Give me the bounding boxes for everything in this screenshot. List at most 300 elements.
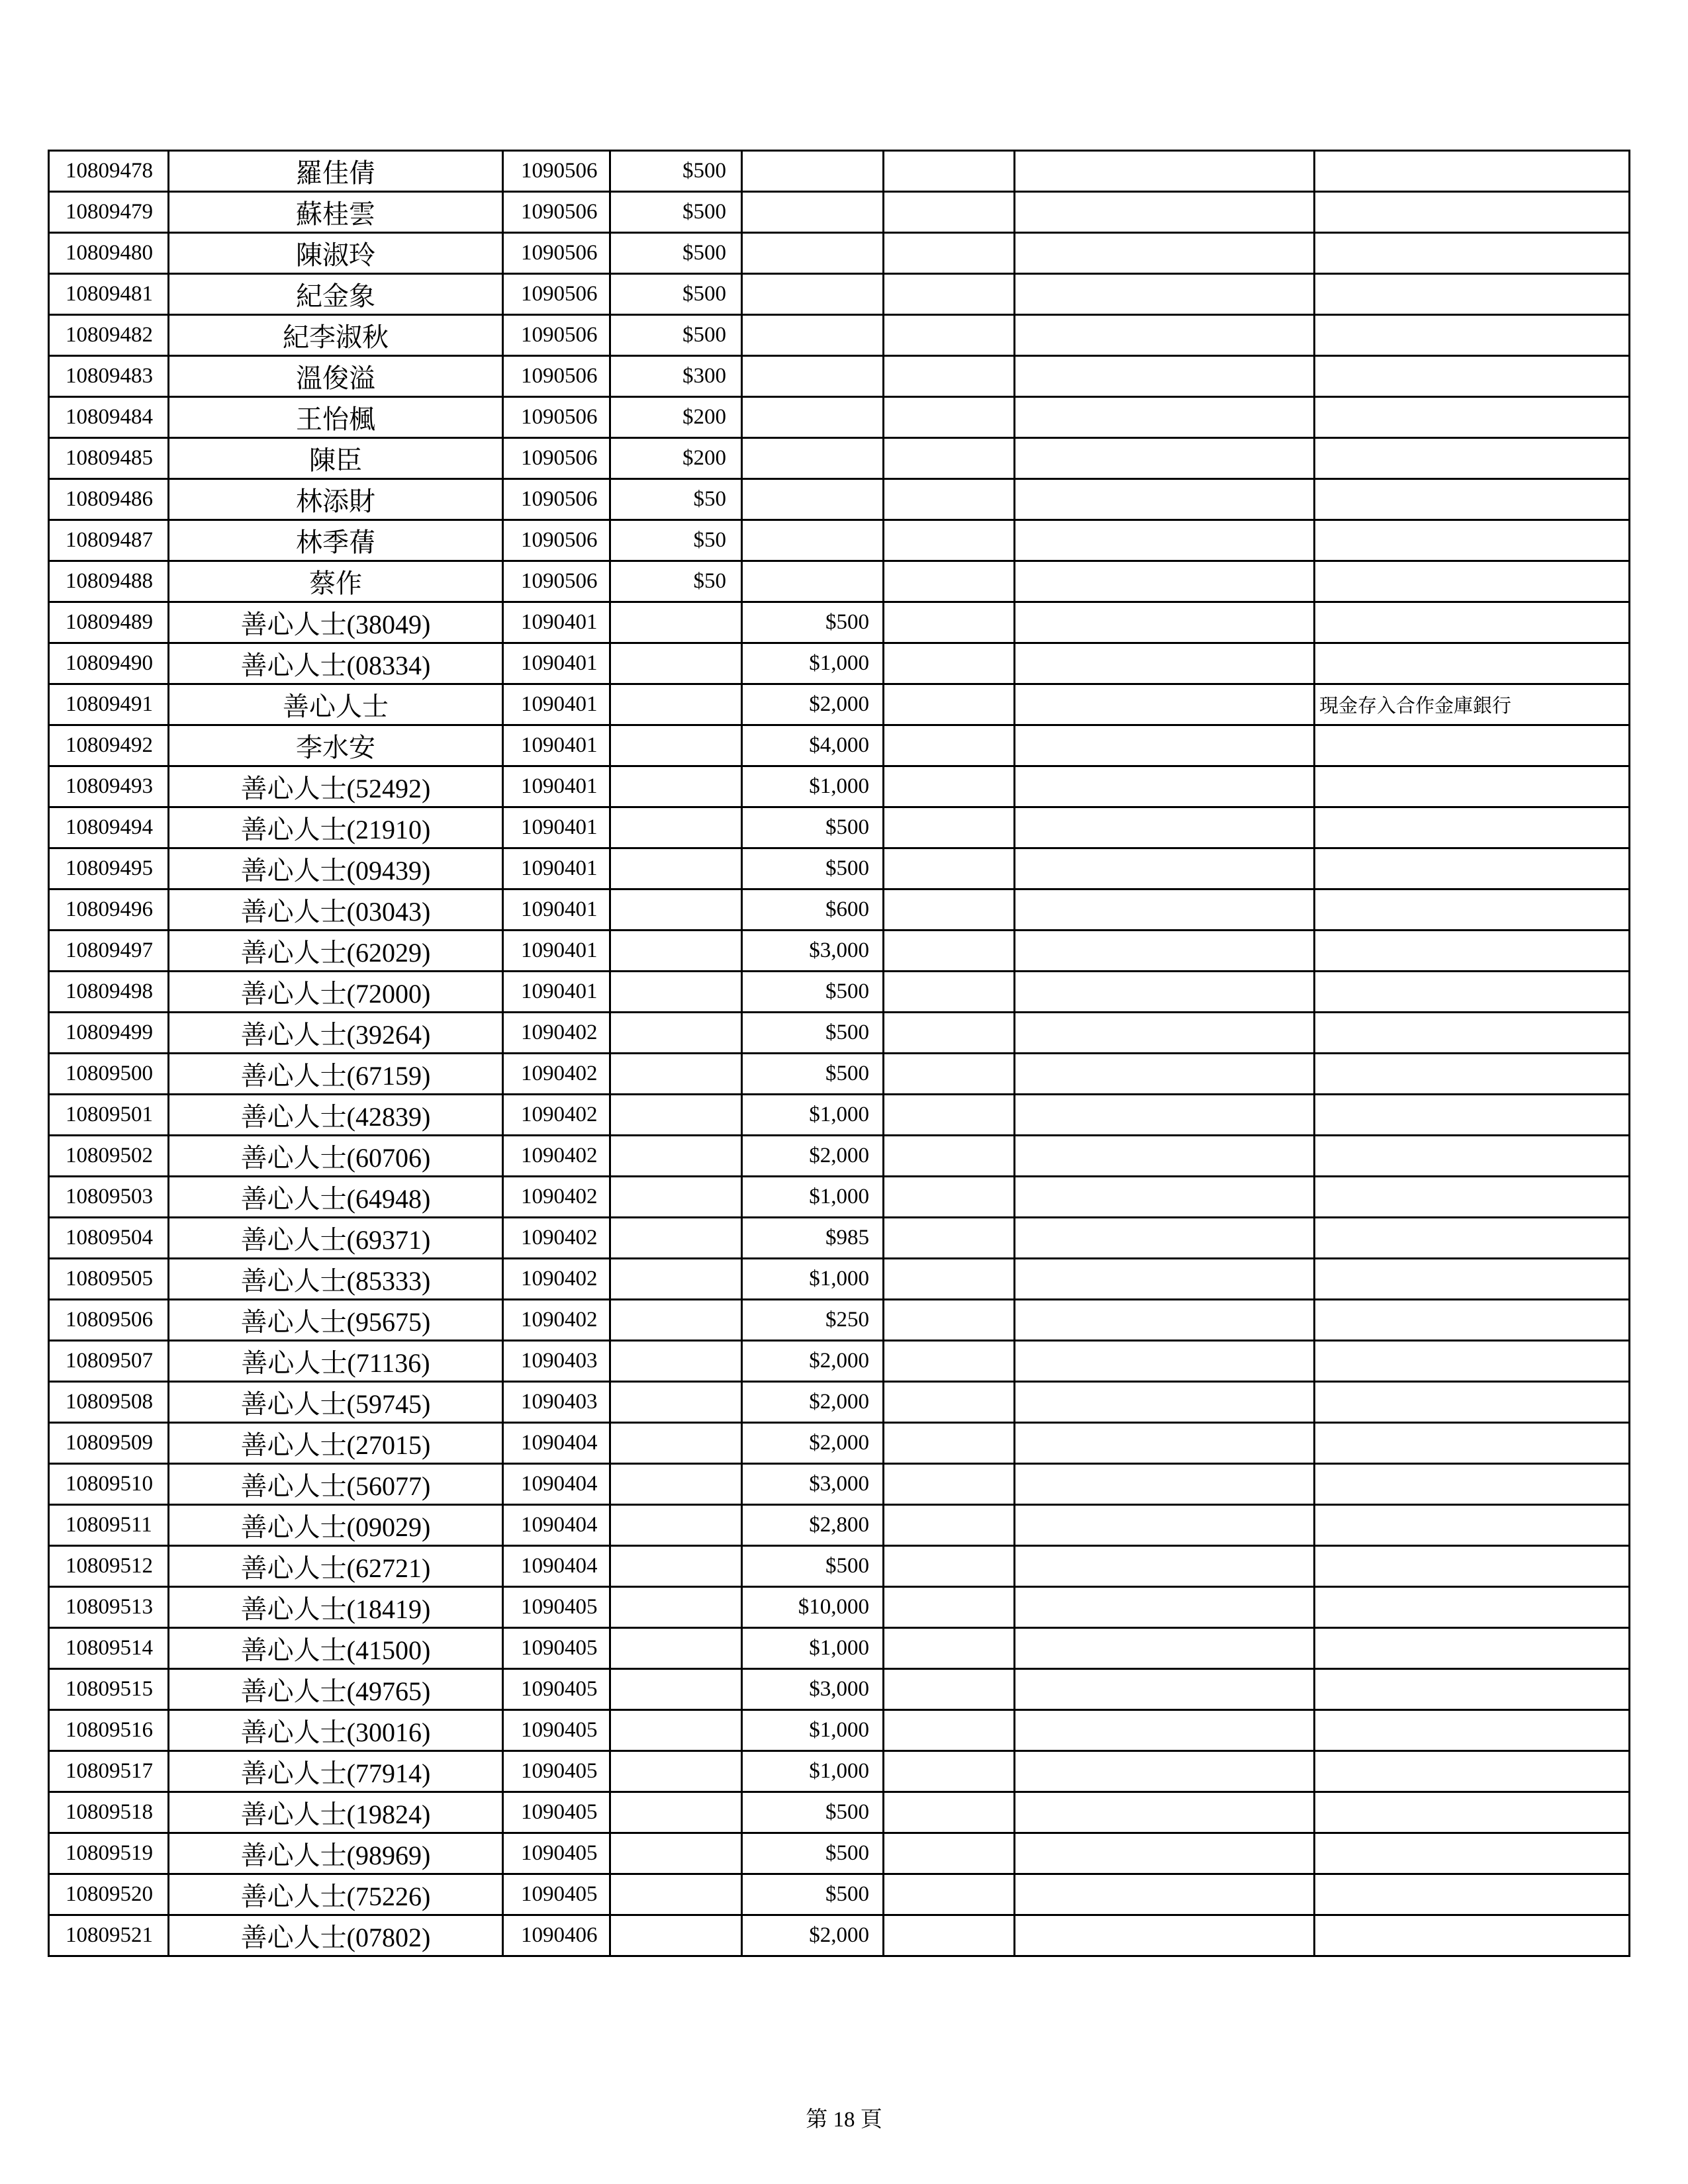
empty-cell (884, 1505, 1015, 1546)
amount-cell-secondary: $1,000 (742, 1177, 884, 1218)
amount-cell (610, 1751, 742, 1792)
amount-cell (610, 684, 742, 725)
date-cell: 1090401 (503, 602, 610, 643)
amount-cell (610, 972, 742, 1013)
date-cell: 1090402 (503, 1136, 610, 1177)
empty-cell (1015, 315, 1315, 356)
amount-cell-secondary: $2,800 (742, 1505, 884, 1546)
donor-name-cell: 善心人士(27015) (169, 1423, 503, 1464)
date-cell: 1090506 (503, 479, 610, 520)
donor-name-cell: 善心人士(98969) (169, 1833, 503, 1874)
receipt-number-cell: 10809499 (49, 1013, 169, 1054)
amount-cell (610, 1546, 742, 1587)
amount-cell-secondary (742, 520, 884, 561)
empty-cell (1015, 1874, 1315, 1915)
empty-cell (884, 274, 1015, 315)
amount-cell-secondary: $1,000 (742, 1628, 884, 1669)
empty-cell (1015, 1382, 1315, 1423)
date-cell: 1090401 (503, 643, 610, 684)
amount-cell (610, 1669, 742, 1710)
amount-cell-secondary: $500 (742, 602, 884, 643)
empty-cell (1015, 520, 1315, 561)
receipt-number-cell: 10809486 (49, 479, 169, 520)
donor-name-cell: 善心人士(62029) (169, 931, 503, 972)
table-row (49, 1300, 1630, 1341)
amount-cell (610, 889, 742, 931)
donor-name-cell: 善心人士(85333) (169, 1259, 503, 1300)
receipt-number-cell: 10809510 (49, 1464, 169, 1505)
amount-cell: $500 (610, 151, 742, 192)
donor-name-cell: 羅佳倩 (169, 151, 503, 192)
amount-cell-secondary: $3,000 (742, 1464, 884, 1505)
receipt-number-cell: 10809494 (49, 807, 169, 848)
date-cell: 1090506 (503, 356, 610, 397)
receipt-number-cell: 10809501 (49, 1095, 169, 1136)
amount-cell-secondary (742, 438, 884, 479)
empty-cell (884, 1546, 1015, 1587)
note-cell (1315, 1136, 1630, 1177)
empty-cell (884, 1382, 1015, 1423)
date-cell: 1090403 (503, 1341, 610, 1382)
donation-ledger-table (48, 150, 1630, 1957)
table-row (49, 972, 1630, 1013)
note-cell (1315, 1341, 1630, 1382)
amount-cell: $500 (610, 192, 742, 233)
empty-cell (1015, 1833, 1315, 1874)
empty-cell (884, 1833, 1015, 1874)
table-row (49, 1915, 1630, 1956)
receipt-number-cell: 10809482 (49, 315, 169, 356)
empty-cell (1015, 1054, 1315, 1095)
amount-cell (610, 1341, 742, 1382)
table-row (49, 397, 1630, 438)
note-cell (1315, 356, 1630, 397)
amount-cell (610, 807, 742, 848)
donor-name-cell: 善心人士(30016) (169, 1710, 503, 1751)
table-row (49, 356, 1630, 397)
date-cell: 1090405 (503, 1587, 610, 1628)
table-row (49, 1669, 1630, 1710)
donor-name-cell: 紀李淑秋 (169, 315, 503, 356)
note-cell (1315, 1792, 1630, 1833)
amount-cell-secondary: $500 (742, 1874, 884, 1915)
amount-cell-secondary: $1,000 (742, 1259, 884, 1300)
empty-cell (1015, 1177, 1315, 1218)
empty-cell (1015, 1751, 1315, 1792)
donor-name-cell: 善心人士(71136) (169, 1341, 503, 1382)
receipt-number-cell: 10809507 (49, 1341, 169, 1382)
date-cell: 1090402 (503, 1177, 610, 1218)
receipt-number-cell: 10809481 (49, 274, 169, 315)
date-cell: 1090401 (503, 972, 610, 1013)
donor-name-cell: 溫俊溢 (169, 356, 503, 397)
amount-cell: $200 (610, 438, 742, 479)
table-row (49, 1792, 1630, 1833)
empty-cell (884, 438, 1015, 479)
amount-cell-secondary (742, 356, 884, 397)
table-row (49, 1423, 1630, 1464)
note-cell (1315, 151, 1630, 192)
table-row (49, 684, 1630, 725)
empty-cell (884, 684, 1015, 725)
empty-cell (884, 1095, 1015, 1136)
empty-cell (884, 479, 1015, 520)
empty-cell (884, 1423, 1015, 1464)
receipt-number-cell: 10809500 (49, 1054, 169, 1095)
date-cell: 1090506 (503, 192, 610, 233)
donor-name-cell: 李水安 (169, 725, 503, 766)
amount-cell-secondary: $10,000 (742, 1587, 884, 1628)
note-cell (1315, 1095, 1630, 1136)
empty-cell (884, 1792, 1015, 1833)
donor-name-cell: 善心人士(09439) (169, 848, 503, 889)
empty-cell (884, 1218, 1015, 1259)
donor-name-cell: 善心人士(60706) (169, 1136, 503, 1177)
amount-cell (610, 931, 742, 972)
receipt-number-cell: 10809496 (49, 889, 169, 931)
date-cell: 1090405 (503, 1628, 610, 1669)
table-row (49, 1710, 1630, 1751)
table-row (49, 1546, 1630, 1587)
empty-cell (1015, 233, 1315, 274)
receipt-number-cell: 10809485 (49, 438, 169, 479)
amount-cell-secondary (742, 192, 884, 233)
date-cell: 1090404 (503, 1464, 610, 1505)
date-cell: 1090404 (503, 1423, 610, 1464)
amount-cell-secondary: $2,000 (742, 1382, 884, 1423)
donor-name-cell: 陳臣 (169, 438, 503, 479)
empty-cell (1015, 1792, 1315, 1833)
amount-cell-secondary: $2,000 (742, 1136, 884, 1177)
table-row (49, 1751, 1630, 1792)
amount-cell-secondary: $250 (742, 1300, 884, 1341)
note-cell (1315, 602, 1630, 643)
amount-cell (610, 643, 742, 684)
receipt-number-cell: 10809480 (49, 233, 169, 274)
note-cell (1315, 931, 1630, 972)
receipt-number-cell: 10809505 (49, 1259, 169, 1300)
amount-cell-secondary (742, 274, 884, 315)
empty-cell (884, 766, 1015, 807)
note-cell (1315, 397, 1630, 438)
date-cell: 1090402 (503, 1259, 610, 1300)
empty-cell (1015, 1218, 1315, 1259)
table-row (49, 1464, 1630, 1505)
date-cell: 1090405 (503, 1792, 610, 1833)
donor-name-cell: 善心人士(21910) (169, 807, 503, 848)
table-row (49, 1587, 1630, 1628)
receipt-number-cell: 10809520 (49, 1874, 169, 1915)
amount-cell-secondary: $2,000 (742, 1423, 884, 1464)
amount-cell-secondary: $500 (742, 1546, 884, 1587)
table-row (49, 1136, 1630, 1177)
amount-cell (610, 725, 742, 766)
empty-cell (884, 602, 1015, 643)
amount-cell-secondary (742, 315, 884, 356)
donor-name-cell: 善心人士(41500) (169, 1628, 503, 1669)
note-cell (1315, 972, 1630, 1013)
donor-name-cell: 善心人士(52492) (169, 766, 503, 807)
amount-cell (610, 1915, 742, 1956)
amount-cell (610, 848, 742, 889)
date-cell: 1090401 (503, 848, 610, 889)
donor-name-cell: 善心人士(42839) (169, 1095, 503, 1136)
note-cell (1315, 807, 1630, 848)
table-row (49, 643, 1630, 684)
amount-cell (610, 1505, 742, 1546)
empty-cell (884, 1054, 1015, 1095)
receipt-number-cell: 10809478 (49, 151, 169, 192)
date-cell: 1090402 (503, 1218, 610, 1259)
table-row (49, 274, 1630, 315)
empty-cell (884, 972, 1015, 1013)
amount-cell (610, 1054, 742, 1095)
amount-cell: $50 (610, 520, 742, 561)
receipt-number-cell: 10809511 (49, 1505, 169, 1546)
amount-cell-secondary: $4,000 (742, 725, 884, 766)
note-cell (1315, 438, 1630, 479)
table-row (49, 1874, 1630, 1915)
date-cell: 1090405 (503, 1669, 610, 1710)
amount-cell-secondary: $500 (742, 1792, 884, 1833)
note-cell (1315, 1505, 1630, 1546)
note-cell (1315, 1915, 1630, 1956)
ledger-body (49, 151, 1630, 1956)
empty-cell (884, 1300, 1015, 1341)
receipt-number-cell: 10809506 (49, 1300, 169, 1341)
empty-cell (1015, 1423, 1315, 1464)
receipt-number-cell: 10809491 (49, 684, 169, 725)
table-row (49, 1095, 1630, 1136)
date-cell: 1090401 (503, 931, 610, 972)
receipt-number-cell: 10809490 (49, 643, 169, 684)
donor-name-cell: 善心人士(62721) (169, 1546, 503, 1587)
empty-cell (884, 931, 1015, 972)
receipt-number-cell: 10809509 (49, 1423, 169, 1464)
amount-cell-secondary (742, 479, 884, 520)
empty-cell (1015, 643, 1315, 684)
amount-cell-secondary: $985 (742, 1218, 884, 1259)
donor-name-cell: 善心人士(09029) (169, 1505, 503, 1546)
empty-cell (884, 848, 1015, 889)
receipt-number-cell: 10809512 (49, 1546, 169, 1587)
empty-cell (884, 315, 1015, 356)
donor-name-cell: 善心人士(56077) (169, 1464, 503, 1505)
date-cell: 1090405 (503, 1751, 610, 1792)
receipt-number-cell: 10809498 (49, 972, 169, 1013)
empty-cell (884, 397, 1015, 438)
table-row (49, 520, 1630, 561)
empty-cell (1015, 1464, 1315, 1505)
note-cell (1315, 889, 1630, 931)
empty-cell (884, 1259, 1015, 1300)
amount-cell-secondary: $500 (742, 1013, 884, 1054)
table-row (49, 602, 1630, 643)
note-cell (1315, 1177, 1630, 1218)
date-cell: 1090405 (503, 1833, 610, 1874)
donor-name-cell: 善心人士(67159) (169, 1054, 503, 1095)
empty-cell (884, 889, 1015, 931)
donor-name-cell: 善心人士(07802) (169, 1915, 503, 1956)
receipt-number-cell: 10809508 (49, 1382, 169, 1423)
amount-cell (610, 602, 742, 643)
date-cell: 1090401 (503, 889, 610, 931)
table-row (49, 1054, 1630, 1095)
note-cell (1315, 274, 1630, 315)
amount-cell (610, 1259, 742, 1300)
amount-cell-secondary: $3,000 (742, 1669, 884, 1710)
empty-cell (1015, 274, 1315, 315)
empty-cell (884, 1587, 1015, 1628)
empty-cell (884, 192, 1015, 233)
note-cell (1315, 1587, 1630, 1628)
receipt-number-cell: 10809517 (49, 1751, 169, 1792)
date-cell: 1090402 (503, 1095, 610, 1136)
empty-cell (884, 520, 1015, 561)
date-cell: 1090402 (503, 1054, 610, 1095)
amount-cell-secondary: $500 (742, 1054, 884, 1095)
empty-cell (884, 1915, 1015, 1956)
note-cell (1315, 479, 1630, 520)
date-cell: 1090404 (503, 1546, 610, 1587)
table-row (49, 807, 1630, 848)
empty-cell (884, 1013, 1015, 1054)
receipt-number-cell: 10809503 (49, 1177, 169, 1218)
empty-cell (884, 1710, 1015, 1751)
table-row (49, 1013, 1630, 1054)
note-cell (1315, 1259, 1630, 1300)
amount-cell (610, 1218, 742, 1259)
date-cell: 1090403 (503, 1382, 610, 1423)
note-cell (1315, 1833, 1630, 1874)
donor-name-cell: 善心人士(77914) (169, 1751, 503, 1792)
donor-name-cell: 善心人士(95675) (169, 1300, 503, 1341)
date-cell: 1090402 (503, 1013, 610, 1054)
amount-cell: $200 (610, 397, 742, 438)
amount-cell-secondary (742, 233, 884, 274)
donor-name-cell: 林添財 (169, 479, 503, 520)
table-row (49, 561, 1630, 602)
amount-cell-secondary (742, 561, 884, 602)
amount-cell: $300 (610, 356, 742, 397)
donor-name-cell: 善心人士(03043) (169, 889, 503, 931)
note-cell (1315, 1464, 1630, 1505)
empty-cell (884, 1751, 1015, 1792)
table-row (49, 1218, 1630, 1259)
amount-cell (610, 1628, 742, 1669)
amount-cell-secondary: $600 (742, 889, 884, 931)
amount-cell (610, 1382, 742, 1423)
amount-cell-secondary: $500 (742, 807, 884, 848)
empty-cell (1015, 684, 1315, 725)
note-cell (1315, 315, 1630, 356)
receipt-number-cell: 10809492 (49, 725, 169, 766)
empty-cell (1015, 192, 1315, 233)
empty-cell (1015, 725, 1315, 766)
note-cell (1315, 848, 1630, 889)
empty-cell (884, 1464, 1015, 1505)
date-cell: 1090506 (503, 233, 610, 274)
note-cell (1315, 1546, 1630, 1587)
empty-cell (884, 1177, 1015, 1218)
amount-cell-secondary: $1,000 (742, 1710, 884, 1751)
empty-cell (1015, 1095, 1315, 1136)
note-cell (1315, 1751, 1630, 1792)
empty-cell (1015, 1505, 1315, 1546)
empty-cell (884, 561, 1015, 602)
date-cell: 1090401 (503, 684, 610, 725)
empty-cell (884, 1628, 1015, 1669)
amount-cell (610, 1464, 742, 1505)
table-row (49, 1341, 1630, 1382)
amount-cell (610, 1587, 742, 1628)
table-row (49, 192, 1630, 233)
note-cell (1315, 643, 1630, 684)
empty-cell (1015, 356, 1315, 397)
table-row (49, 889, 1630, 931)
empty-cell (1015, 1300, 1315, 1341)
amount-cell-secondary (742, 397, 884, 438)
amount-cell (610, 1300, 742, 1341)
empty-cell (1015, 479, 1315, 520)
date-cell: 1090506 (503, 315, 610, 356)
receipt-number-cell: 10809479 (49, 192, 169, 233)
amount-cell: $500 (610, 274, 742, 315)
empty-cell (1015, 602, 1315, 643)
date-cell: 1090406 (503, 1915, 610, 1956)
table-row (49, 1382, 1630, 1423)
receipt-number-cell: 10809521 (49, 1915, 169, 1956)
receipt-number-cell: 10809483 (49, 356, 169, 397)
donor-name-cell: 善心人士(72000) (169, 972, 503, 1013)
amount-cell-secondary: $1,000 (742, 1095, 884, 1136)
date-cell: 1090405 (503, 1710, 610, 1751)
amount-cell-secondary: $2,000 (742, 684, 884, 725)
date-cell: 1090506 (503, 438, 610, 479)
amount-cell-secondary: $1,000 (742, 766, 884, 807)
amount-cell-secondary (742, 151, 884, 192)
donor-name-cell: 善心人士(69371) (169, 1218, 503, 1259)
empty-cell (1015, 397, 1315, 438)
table-row (49, 233, 1630, 274)
empty-cell (1015, 151, 1315, 192)
note-cell (1315, 1300, 1630, 1341)
donor-name-cell: 善心人士(08334) (169, 643, 503, 684)
date-cell: 1090506 (503, 274, 610, 315)
table-row (49, 725, 1630, 766)
date-cell: 1090401 (503, 725, 610, 766)
receipt-number-cell: 10809516 (49, 1710, 169, 1751)
donor-name-cell: 善心人士(18419) (169, 1587, 503, 1628)
amount-cell (610, 1177, 742, 1218)
empty-cell (1015, 1915, 1315, 1956)
note-cell (1315, 520, 1630, 561)
amount-cell (610, 766, 742, 807)
receipt-number-cell: 10809497 (49, 931, 169, 972)
note-cell (1315, 192, 1630, 233)
date-cell: 1090402 (503, 1300, 610, 1341)
note-cell (1315, 233, 1630, 274)
donor-name-cell: 陳淑玲 (169, 233, 503, 274)
page-number: 第 18 頁 (806, 2108, 882, 2132)
amount-cell-secondary: $1,000 (742, 1751, 884, 1792)
empty-cell (1015, 1710, 1315, 1751)
table-row (49, 1833, 1630, 1874)
amount-cell-secondary: $2,000 (742, 1915, 884, 1956)
table-row (49, 479, 1630, 520)
empty-cell (1015, 561, 1315, 602)
receipt-number-cell: 10809489 (49, 602, 169, 643)
